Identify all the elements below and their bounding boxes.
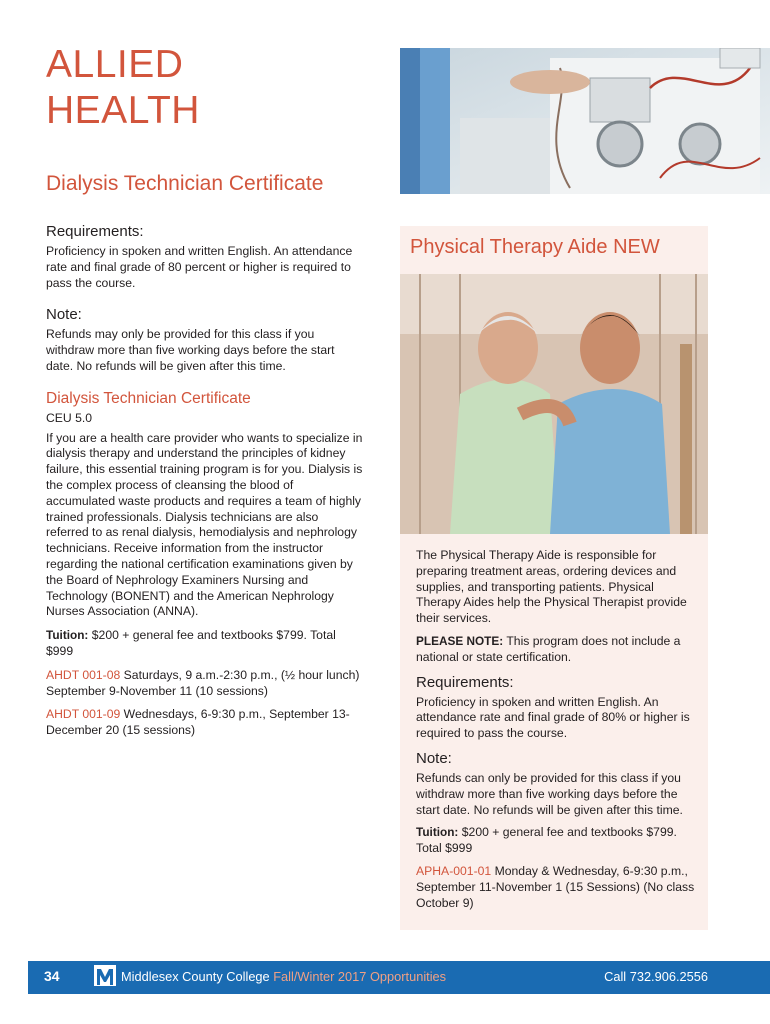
please-note-label: PLEASE NOTE: [416,633,504,648]
section-title: Dialysis Technician Certificate [46,172,324,195]
note-text: Refunds may only be provided for this class if you withdraw more than five working days before the start date. No refunds will be given after this time. [46,327,335,373]
dialysis-column [46,222,364,739]
section-code: AHDT 001-08 [46,667,121,682]
tuition-label: Tuition: [46,628,89,643]
pt-tuition-line [416,825,700,857]
ceu-value: CEU 5.0 [46,410,93,425]
pt-tuition-text: $200 + general fee and textbooks $799. Total $999 [416,825,677,856]
dialysis-machine-photo [400,48,770,194]
tuition-line [46,628,364,660]
pt-tuition-label: Tuition: [416,825,459,840]
dialysis-machine-illustration [400,48,770,194]
please-note-text: This program does not include a national or state certification. [416,633,681,664]
section-ahdt-001-08 [46,668,364,700]
title-line-1: ALLIED [46,43,184,86]
section-schedule: Wednesdays, 6-9:30 p.m., September 13-December 20 (15 sessions) [46,707,350,738]
college-logo-icon [94,965,116,989]
page-number: 34 [44,968,60,984]
course-description: If you are a health care provider who wants to specialize in dialysis therapy and understand the principles of kidney failure, this essential training program is for you. Dialysis is the complex process of cleansing the blood of accumulated waste products and requires a team of highly trained professionals. Dialysis technicians are also referred to as renal dialysis, hemodialysis and nephrology technicians. Receive information from the instructor regarding the national certification examinations given by the Board of Nephrology Examiners Nursing and Technology (BONENT) and the American Nephrology Nurses Association (ANNA). [46,430,363,619]
college-name: Middlesex County College [121,969,274,984]
requirements-text: Proficiency in spoken and written English. An attendance rate and final grade of 80 percent or higher is required to pass the course. [46,244,353,290]
pt-note-heading: Note: [416,749,452,767]
page-title [46,42,200,134]
physical-therapy-panel [400,226,708,930]
footer-phone: Call 732.906.2556 [604,969,708,984]
tuition-text: $200 + general fee and textbooks $799. Total $999 [46,628,336,658]
therapist-patient-illustration [400,274,708,534]
page-footer [28,961,770,994]
pt-description: The Physical Therapy Aide is responsible for preparing treatment areas, ordering devices and supplies, and transporting patients. Physical Therapy Aides help the Physical Therapist provide their services. [416,548,687,626]
physical-therapy-photo [400,274,708,534]
note-heading: Note: [46,306,82,324]
pt-note-text: Refunds can only be provided for this class if you withdraw more than five working days before the start date. No refunds will be given after this time. [416,770,683,817]
section-code: APHA-001-01 [416,863,492,878]
pt-requirements-text: Proficiency in spoken and written English. An attendance rate and final grade of 80% or higher is required to pass the course. [416,694,690,741]
physical-therapy-text [416,548,700,911]
section-ahdt-001-09 [46,707,364,739]
section-code: AHDT 001-09 [46,707,121,722]
requirements-heading: Requirements: [46,223,144,240]
footer-college [121,969,446,984]
pt-requirements-heading: Requirements: [416,673,514,691]
term-text: Fall/Winter 2017 Opportunities [273,969,447,984]
physical-therapy-title: Physical Therapy Aide NEW [410,236,660,258]
section-schedule: Monday & Wednesday, 6-9:30 p.m., September 11-November 1 (15 Sessions) (No class October 9) [416,863,695,910]
course-heading: Dialysis Technician Certificate [46,389,251,407]
section-schedule: Saturdays, 9 a.m.-2:30 p.m., (½ hour lunch) September 9-November 11 (10 sessions) [46,667,360,698]
please-note [416,634,700,666]
section-apha-001-01 [416,864,700,911]
title-line-2: HEALTH [46,89,200,132]
